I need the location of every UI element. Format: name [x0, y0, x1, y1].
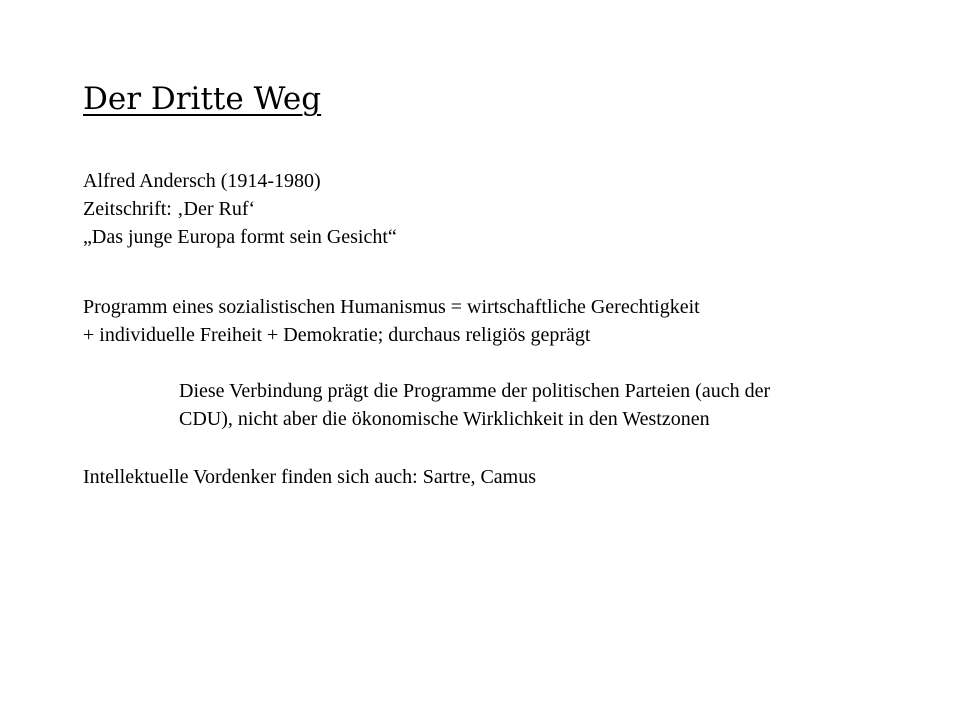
program-block	[83, 293, 700, 349]
note-line-1: Diese Verbindung prägt die Programme der politischen Parteien (auch der	[179, 380, 771, 402]
note-line-2: CDU), nicht aber die ökonomische Wirklichkeit in den Westzonen	[179, 408, 710, 430]
author-block	[83, 167, 397, 251]
slide-title: Der Dritte Weg	[83, 81, 322, 117]
indented-note-block	[179, 377, 770, 433]
program-line-1: Programm eines sozialistischen Humanismus = wirtschaftliche Gerechtigkeit	[83, 296, 700, 318]
author-name-line: Alfred Andersch (1914-1980)	[83, 170, 321, 192]
quote-line: „Das junge Europa formt sein Gesicht“	[83, 226, 397, 248]
program-line-2: + individuelle Freiheit + Demokratie; durchaus religiös geprägt	[83, 324, 591, 346]
thinkers-line: Intellektuelle Vordenker finden sich auch: Sartre, Camus	[83, 466, 537, 488]
magazine-line: Zeitschrift: ‚Der Ruf‘	[83, 198, 256, 220]
